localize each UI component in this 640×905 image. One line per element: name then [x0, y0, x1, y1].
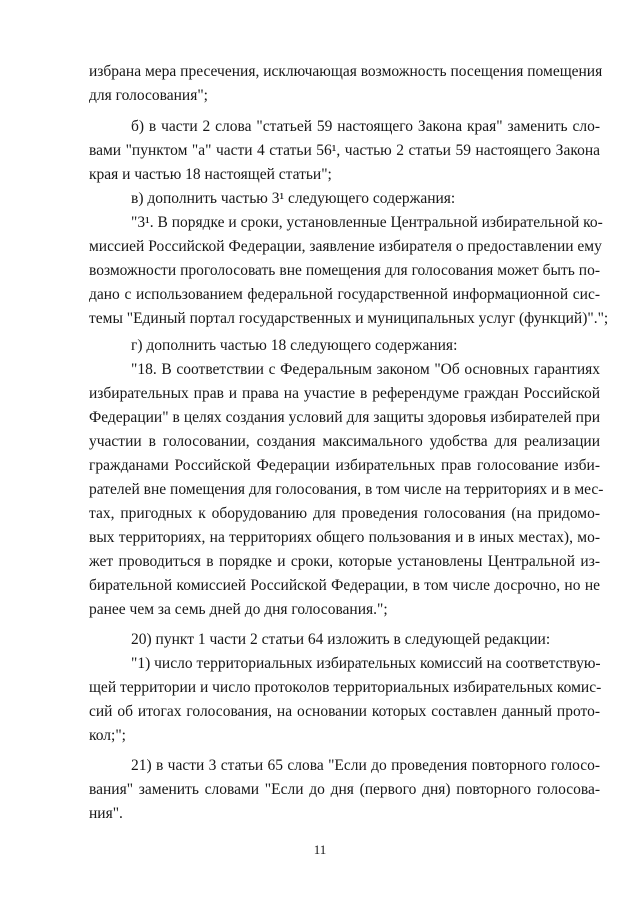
text-line: щей территории и число протоколов территориальных избирательных комис-	[89, 679, 602, 696]
text-line: тах, пригодных к оборудованию для проведения голосования (на придомо-	[89, 505, 600, 522]
text-line: 21) в части 3 статьи 65 слова "Если до проведения повторного голосо-	[131, 757, 600, 774]
text-line: вых территориях, на территориях общего пользования и в иных местах), мо-	[89, 529, 600, 546]
page-number: 11	[313, 842, 327, 857]
text-line: вами "пунктом "а" части 4 статьи 56¹, частью 2 статьи 59 настоящего Закона	[89, 142, 600, 159]
text-line: для голосования";	[89, 87, 208, 104]
text-line: Федерации" в целях создания условий для защиты здоровья избирателей при	[89, 409, 600, 426]
text-line: г) дополнить частью 18 следующего содержания:	[131, 337, 458, 354]
text-line: края и частью 18 настоящей статьи";	[89, 166, 332, 183]
text-line: кол;";	[89, 727, 126, 744]
text-line: бирательной комиссией Российской Федерации, в том числе досрочно, но не	[89, 577, 600, 594]
text-line: миссией Российской Федерации, заявление избирателя о предоставлении ему	[89, 238, 602, 255]
text-line: "1) число территориальных избирательных комиссий на соответствую-	[131, 655, 601, 672]
text-line: темы "Единый портал государственных и муниципальных услуг (функций)".";	[89, 310, 609, 327]
text-line: возможности проголосовать вне помещения для голосования может быть по-	[89, 262, 600, 279]
text-line: "18. В соответствии с Федеральным законом "Об основных гарантиях	[131, 361, 600, 378]
text-line: сий об итогах голосования, на основании которых составлен данный прото-	[89, 703, 600, 720]
text-line: вания" заменить словами "Если до дня (первого дня) повторного голосова-	[89, 781, 600, 798]
text-line: ния".	[89, 805, 123, 822]
text-line: 20) пункт 1 части 2 статьи 64 изложить в следующей редакции:	[131, 631, 551, 648]
text-line: гражданами Российской Федерации избирательных прав голосование изби-	[89, 457, 600, 474]
text-line: "3¹. В порядке и сроки, установленные Центральной избирательной ко-	[131, 214, 603, 231]
text-line: ранее чем за семь дней до дня голосования.";	[89, 601, 388, 618]
text-line: жет проводиться в порядке и сроки, которые установлены Центральной из-	[89, 553, 600, 570]
text-line: дано с использованием федеральной государственной информационной сис-	[89, 286, 600, 303]
text-line: избирательных прав и права на участие в референдуме граждан Российской	[89, 385, 600, 402]
text-line: рателей вне помещения для голосования, в том числе на территориях и в мес-	[89, 481, 604, 498]
text-line: участии в голосовании, создания максимального удобства для реализации	[89, 433, 600, 450]
text-line: в) дополнить частью 3¹ следующего содержания:	[131, 190, 456, 207]
text-line: избрана мера пресечения, исключающая возможность посещения помещения	[89, 63, 603, 80]
text-line: б) в части 2 слова "статьей 59 настоящего Закона края" заменить сло-	[131, 118, 600, 135]
